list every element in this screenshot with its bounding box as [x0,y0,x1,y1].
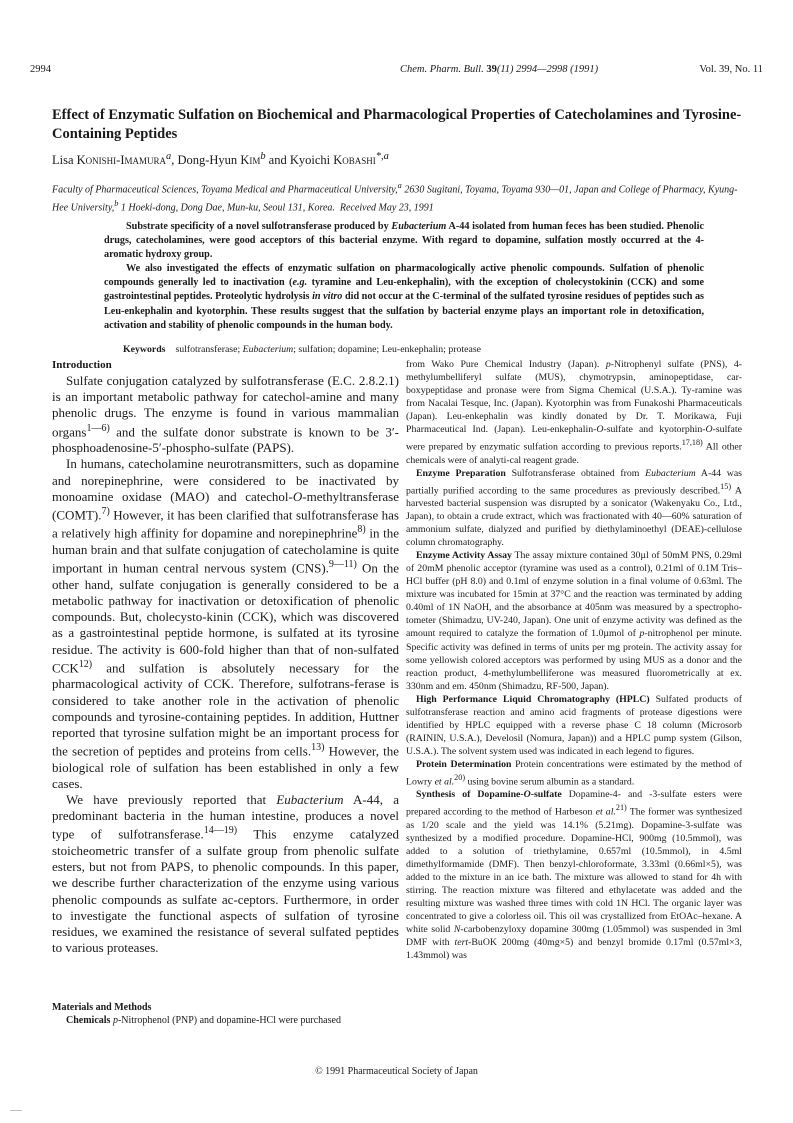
methods-paragraph: Chemicals p-Nitrophenol (PNP) and dopamine-HCl were purchased [66,1015,341,1027]
methods-paragraph: from Wako Pure Chemical Industry (Japan). p-Nitrophenyl sulfate (PNS), 4-methylumbelliferyl sulfate (MUS), chymotrypsin, aminopeptidase, car-boxypeptidase and pronase were from Sigma Chemical (U.S.A.). Ty-ramine was from Nacalai Tesque, Inc. (Japan). Kyotorphin was from Funakoshi Pharmaceuticals (Japan). Leu-enkephalin was kindly donated by Dr. T. Morikawa, Fuji Pharmaceutical Ind. (Japan). Leu-enkephalin-O-sulfate and kyotorphin-O-sulfate were prepared by enzymatic sulfation according to previous reports.$^{17,18)}$ All other chemicals were of analyti-cal reagent grade. [406,359,742,466]
intro-paragraph: Sulfate conjugation catalyzed by sulfotransferase (E.C. 2.8.2.1) is an important metabolic pathway for catechol-amine and many phenolic drugs. The enzyme is found in various mammalian organs$^{1—6)}$ and the sulfate donor substrate is known to be 3′-phosphoadenosine-5′-phospho-sulfate (PAPS). [52,373,399,456]
keywords-label: Keywords [123,344,166,355]
methods-section [52,1001,399,1027]
intro-paragraph: In humans, catecholamine neurotransmitters, such as dopamine and norepinephrine, were considered to be inactivated by monoamine oxidase (MAO) and catechol-O-methyltransferase (COMT).$^{7)}$ However, it has been clarified that sulfotransferase has a relatively high affinity for dopamine and norepinephrine$^{8)}$ in the human brain and that sulfate conjugation of catecholamine is quite important in human central nervous system (CNS).$^{9—11)}$ On the other hand, sulfate conjugation is generally considered to be a metabolic pathway for inactivation or detoxification of phenolic compounds. But, cholecysto-kinin (CCK), which was discovered as a gastrointestinal peptide hormone, is sulfated at its tyrosine residue. The activity is 600-fold higher than that of non-sulfated CCK$^{12)}$ and sulfation is absolutely necessary for the pharmacological activity of CCK. Therefore, sulfotrans-ferase is considered to take another role in the activation of phenolic compounds and tyrosine-containing peptides. In addition, Huttner reported that tyrosine sulfation might be an important process for the secretion of peptides and proteins from cells.$^{13)}$ However, the biological role of sulfation has been established in only a few cases. [52,456,399,791]
received-date: Received May 23, 1991 [339,202,434,214]
author-list: Lisa Konishi-Imamura$^a$, Dong-Hyun Kim$^b$ and Kyoichi Kobashi$^{*,a}$ [52,151,389,168]
affiliation: Faculty of Pharmaceutical Sciences, Toyama Medical and Pharmaceutical University,$^a$ 2630 Sugitani, Toyama, Toyama 930—01, Japan and College of Pharmacy, Kyung-Hee University,$^b$ 1 Hoeki-dong, Dong Dae, Mun-ku, Seoul 131, Korea. Received May 23, 1991 [52,181,738,214]
methods-paragraph: Enzyme Activity Assay The assay mixture contained 30µl of 50mM PNS, 0.29ml of 20mM phenolic acceptor (tyramine was used as a control), 0.21ml of 0.1M Tris–HCl buffer (pH 8.0) and 0.1ml of enzyme solution in a final volume of 0.63ml. The mixture was incubated for 15min at 37°C and the reaction was terminated by adding 0.40ml of 1N NaOH, and the absorbance at 405nm was measured by a spectropho-tometer (Shimadzu, UV-240, Japan). One unit of enzyme activity was defined as the amount required to catalyze the formation of 1.0µmol of p-nitrophenol per minute. Specific activity was defined in terms of units per mg protein. The activity assay for some yellowish colored acceptors was performed by using MUS as a donor and the reaction product, 4-methylumbelliferone was measured fluorometrically at ex. 330nm and em. 450nm (Shimadzu, RF-500, Japan). [406,550,742,692]
methods-paragraph: High Performance Liquid Chromatography (HPLC) Sulfated products of sulfotransferase reaction and amino acid fragments of protease digestions were identified by HPLC equipped with a reverse phase C 18 column (Microsorb (RAININ, U.S.A.), Develosil (Nomura, Japan)) and a HPLC pump system (Gilson, U.S.A.). The solvent system used was indicated in each legend to figures. [406,693,742,757]
intro-paragraph: We have previously reported that Eubacterium A-44, a predominant bacteria in the human intestine, produces a novel type of sulfotransferase.$^{14—19)}$ This enzyme catalyzed stoicheometric transfer of a sulfate group from phenolic sulfate esters, but not from PAPS, to phenolic compounds. In this paper, we describe further characterization of the enzyme using various phenolic compounds as sulfate ac-ceptors. Furthermore, in order to investigate the functional aspects of sulfation of tyrosine residues, we examined the resistance of several sulfated peptides to various proteases. [52,792,399,956]
methods-paragraph: Protein Determination Protein concentrations were estimated by the method of Lowry et al.$^{20)}$ using bovine serum albumin as a standard. [406,758,742,788]
margin-mark [10,1110,22,1111]
methods-paragraph: Enzyme Preparation Sulfotransferase obtained from Eubacterium A-44 was partially purified according to the same procedures as previously described.$^{15)}$ A harvested bacterial suspension was disrupted by a sonicator (Wakenyaku Co., Ltd., Japan), to obtain a crude extract, which was fractionated with 40—60% saturation of ammonium sulfate, dialyzed and purified by diethylaminoethyl (DEAE)-cellulose column chromatography. [406,467,742,549]
abstract [104,220,704,333]
keywords: Keywords sulfotransferase; Eubacterium; sulfation; dopamine; Leu-enkephalin; protease [123,344,481,355]
methods-continued [406,358,742,962]
volume-info: Vol. 39, No. 11 [699,64,763,75]
copyright-footer: © 1991 Pharmaceutical Society of Japan [315,1066,478,1077]
methods-heading: Materials and Methods [52,1002,152,1013]
paper-title: Effect of Enzymatic Sulfation on Biochemical and Pharmacological Properties of Catecholamines and Tyrosine-Containing Peptides [52,107,742,142]
abstract-paragraph: We also investigated the effects of enzymatic sulfation on pharmacologically active phenolic compounds. Sulfation of phenolic compounds generally led to inactivation (e.g. tyramine and Leu-enkephalin), with the exception of cholecystokinin (CCK) and some gastrointestinal peptides. Proteolytic hydrolysis in vitro did not occur at the C-terminal of the sulfated tyrosine residues of peptides such as Leu-enkephalin and kyotorphin. These results suggest that the sulfation by bacterial enzyme plays an important role in detoxification, activation and stability of phenolic compounds in the human body. [104,263,705,331]
journal-citation: Chem. Pharm. Bull. 39(11) 2994—2998 (1991) [400,64,599,75]
page-number: 2994 [30,64,51,75]
running-header [30,64,763,80]
abstract-paragraph: Substrate specificity of a novel sulfotransferase produced by Eubacterium A-44 isolated from human feces has been studied. Phenolic drugs, catecholamines, were good acceptors of this bacterial enzyme. With regard to dopamine, sulfation mostly occurred at the 4-aromatic hydroxy group. [104,221,704,261]
introduction-section [52,358,399,956]
methods-paragraph: Synthesis of Dopamine-O-sulfate Dopamine-4- and -3-sulfate esters were prepared according to the method of Harbeson et al.$^{21)}$ The former was synthesized as 1/20 scale and the yield was 14.1% (5.21mg). Dopamine-3-sulfate was synthesized by a modified procedure. Dopamine-HCl, 900mg (10.5mmol), was added to a solution of triethylamine, 0.657ml (10.5mmol), in 4.5ml dimethylformamide (DMF). Then benzyl-chloroformate, 3.33ml (0.66ml×5), was added to the mixture in an ice bath. The mixture was allowed to stand for 4h with stirring. The reaction mixture was filtered and ethylacetate was added and the resulting mixture was washed three times with cold 1N HCl. The organic layer was concentrated to give a colorless oil. This oil was crystallized from EtOAc–hexane. A white solid N-carbobenzyloxy dopamine 300mg (1.05mmol) was suspended in 3ml DMF with tert-BuOK 200mg (40mg×5) and benzyl bromide 0.17ml (0.57ml×3, 1.43mmol) was [406,789,743,962]
introduction-heading: Introduction [52,359,112,371]
